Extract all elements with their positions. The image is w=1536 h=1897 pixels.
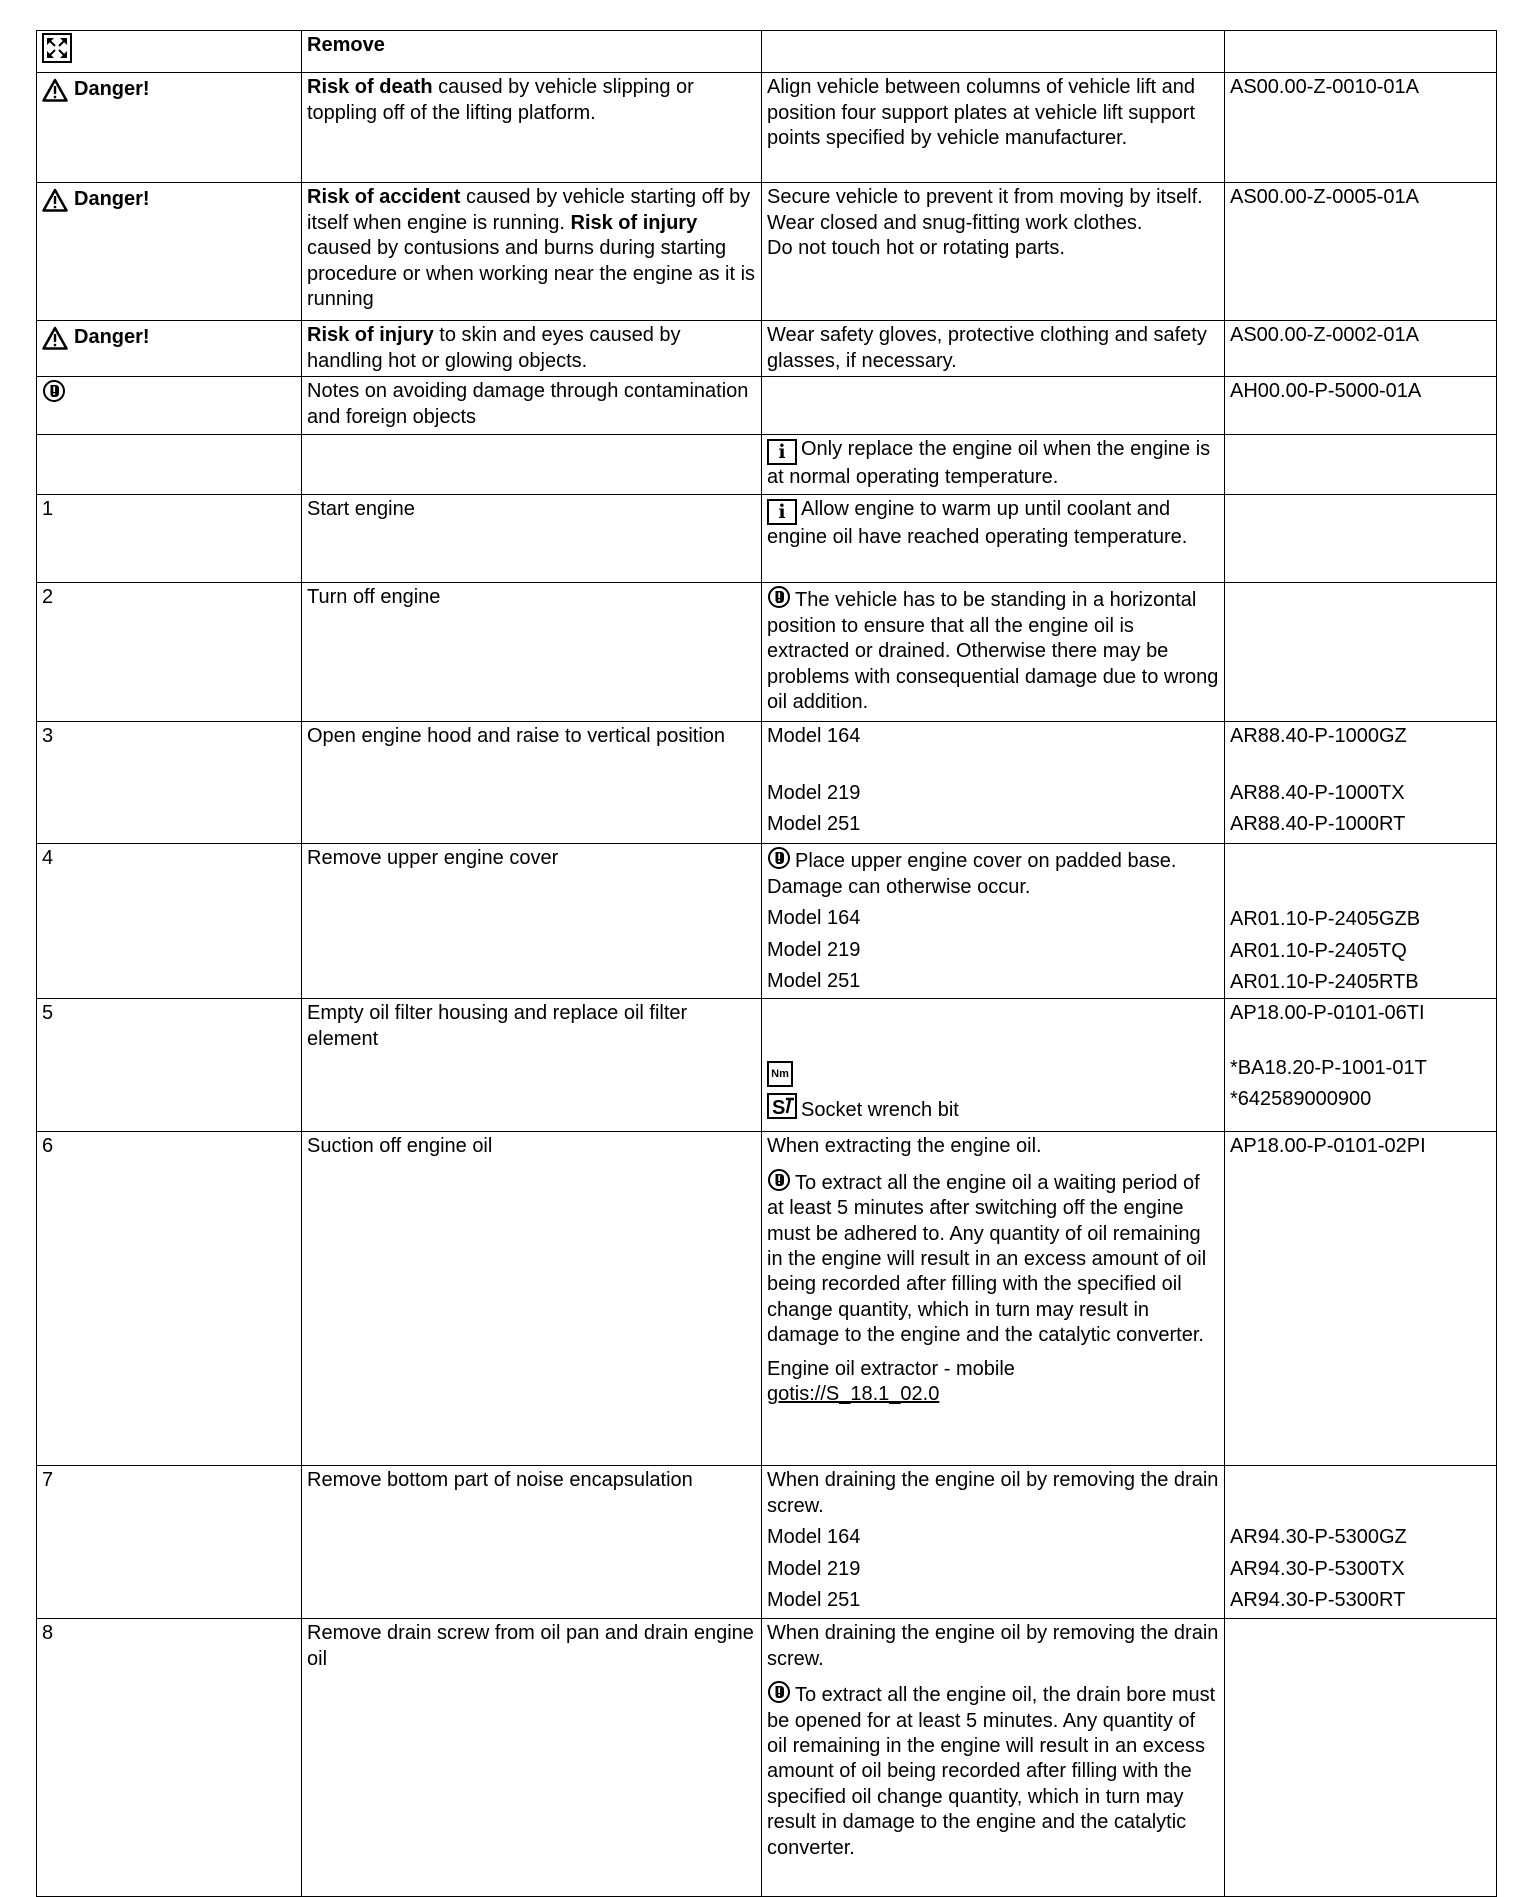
step-row bbox=[37, 583, 1497, 722]
header-icon-cell bbox=[37, 31, 302, 73]
reference-code: AR01.10-P-2405RTB bbox=[1230, 971, 1419, 994]
caution-icon bbox=[767, 585, 791, 609]
step-note: To extract all the engine oil a waiting period of at least 5 minutes after switching off the engine must be adhered to. Any quantity of oil remaining in the engine will result in an excess amount of oil being recorded after filling with the specified oil change quantity, which in turn may result in damage to the engine and the catalytic converter. bbox=[767, 1171, 1207, 1347]
model-label: Model 219 bbox=[767, 781, 861, 804]
tool-text: Socket wrench bit bbox=[801, 1099, 959, 1122]
reference-code: AP18.00-P-0101-06TI bbox=[1230, 1002, 1425, 1025]
step-note: The vehicle has to be standing in a horizontal position to ensure that all the engine oil is extracted or drained. Otherwise there may be problems with consequential damage due to wrong oil addition. bbox=[767, 589, 1219, 713]
step-task: Turn off engine bbox=[302, 583, 762, 722]
step-lead: When extracting the engine oil. bbox=[767, 1135, 1042, 1158]
model-label: Model 219 bbox=[767, 938, 861, 961]
step-row bbox=[37, 1466, 1497, 1619]
reference-code: AS00.00-Z-0010-01A bbox=[1225, 73, 1497, 183]
special-tool-icon bbox=[767, 1093, 797, 1119]
model-label: Model 164 bbox=[767, 907, 861, 930]
risk-text: Risk of injury to skin and eyes caused by handling hot or glowing objects. bbox=[302, 321, 762, 377]
tool-reference: *642589000900 bbox=[1230, 1088, 1372, 1111]
risk-text: Risk of accident caused by vehicle starting off by itself when engine is running. Risk of injury caused by contusions and burns during starting procedure or when working near the engine as it is running bbox=[302, 183, 762, 321]
action-text: Align vehicle between columns of vehicle lift and position four support plates at vehicle lift support points specified by vehicle manufacturer. bbox=[762, 73, 1225, 183]
step-number: 2 bbox=[37, 583, 302, 722]
action-text: Wear safety gloves, protective clothing and safety glasses, if necessary. bbox=[762, 321, 1225, 377]
step-lead: When draining the engine oil by removing the drain screw. bbox=[767, 1469, 1219, 1517]
step-number: 5 bbox=[37, 999, 302, 1132]
reference-code: AR94.30-P-5300TX bbox=[1230, 1557, 1405, 1580]
model-label: Model 251 bbox=[767, 969, 861, 992]
reference-code: AS00.00-Z-0002-01A bbox=[1225, 321, 1497, 377]
caution-icon bbox=[767, 846, 791, 870]
step-task: Remove bottom part of noise encapsulation bbox=[302, 1466, 762, 1619]
info-icon: i bbox=[767, 499, 797, 525]
reference-code: AR94.30-P-5300RT bbox=[1230, 1589, 1406, 1612]
danger-label: Danger! bbox=[74, 188, 150, 211]
step-task: Suction off engine oil bbox=[302, 1132, 762, 1466]
reference-code: AR94.30-P-5300GZ bbox=[1230, 1526, 1407, 1549]
danger-label: Danger! bbox=[74, 78, 150, 101]
step-task: Remove drain screw from oil pan and drain engine oil bbox=[302, 1619, 762, 1897]
warning-triangle-icon bbox=[42, 326, 68, 350]
section-title: Remove bbox=[302, 31, 762, 73]
step-lead: When draining the engine oil by removing the drain screw. bbox=[767, 1622, 1219, 1670]
step-number: 1 bbox=[37, 495, 302, 583]
reference-code: AR01.10-P-2405GZB bbox=[1230, 908, 1421, 931]
step-task: Start engine bbox=[302, 495, 762, 583]
step-task: Open engine hood and raise to vertical position bbox=[302, 722, 762, 844]
model-label: Model 219 bbox=[767, 1557, 861, 1580]
model-label: Model 164 bbox=[767, 725, 861, 748]
expand-icon bbox=[42, 33, 72, 63]
warning-triangle-icon bbox=[42, 78, 68, 102]
step-number: 8 bbox=[37, 1619, 302, 1897]
danger-row bbox=[37, 183, 1497, 321]
reference-code: AP18.00-P-0101-02PI bbox=[1225, 1132, 1497, 1466]
step-row bbox=[37, 844, 1497, 999]
info-row bbox=[37, 435, 1497, 495]
model-label: Model 164 bbox=[767, 1526, 861, 1549]
notes-row bbox=[37, 377, 1497, 435]
reference-code: AR88.40-P-1000GZ bbox=[1230, 725, 1407, 748]
risk-text: Risk of death caused by vehicle slipping or toppling off of the lifting platform. bbox=[302, 73, 762, 183]
torque-reference: *BA18.20-P-1001-01T bbox=[1230, 1056, 1427, 1079]
caution-icon bbox=[42, 379, 66, 403]
step-task: Empty oil filter housing and replace oil filter element bbox=[302, 999, 762, 1132]
torque-icon: Nm bbox=[767, 1061, 793, 1087]
reference-code: AR01.10-P-2405TQ bbox=[1230, 939, 1407, 962]
step-row bbox=[37, 1132, 1497, 1466]
caution-icon bbox=[767, 1168, 791, 1192]
step-number: 7 bbox=[37, 1466, 302, 1619]
tool-text: Engine oil extractor - mobile bbox=[767, 1357, 1015, 1380]
header-row bbox=[37, 31, 1497, 73]
step-note: To extract all the engine oil, the drain bore must be opened for at least 5 minutes. Any quantity of oil remaining in the engine will result in an excess amount of oil being recorded after filling with the specified oil change quantity, which in turn may result in damage to the engine and the catalytic converter. bbox=[767, 1684, 1216, 1859]
warning-triangle-icon bbox=[42, 188, 68, 212]
reference-code: AS00.00-Z-0005-01A bbox=[1225, 183, 1497, 321]
reference-code: AR88.40-P-1000TX bbox=[1230, 781, 1405, 804]
danger-label: Danger! bbox=[74, 326, 150, 349]
step-row bbox=[37, 999, 1497, 1132]
step-row bbox=[37, 722, 1497, 844]
step-note: Place upper engine cover on padded base. Damage can otherwise occur. bbox=[767, 850, 1177, 898]
danger-row bbox=[37, 73, 1497, 183]
reference-code: AR88.40-P-1000RT bbox=[1230, 813, 1406, 836]
step-number: 4 bbox=[37, 844, 302, 999]
step-number: 3 bbox=[37, 722, 302, 844]
step-number: 6 bbox=[37, 1132, 302, 1466]
model-label: Model 251 bbox=[767, 1588, 861, 1611]
procedure-table bbox=[36, 30, 1497, 1897]
step-note: Allow engine to warm up until coolant and engine oil have reached operating temperature. bbox=[767, 498, 1188, 549]
reference-code: AH00.00-P-5000-01A bbox=[1225, 377, 1497, 435]
notes-text: Notes on avoiding damage through contamination and foreign objects bbox=[302, 377, 762, 435]
action-text: Secure vehicle to prevent it from moving by itself. Wear closed and snug-fitting work clothes. Do not touch hot or rotating parts. bbox=[762, 183, 1225, 321]
step-row bbox=[37, 1619, 1497, 1897]
step-row bbox=[37, 495, 1497, 583]
svg-text:S: S bbox=[772, 1097, 786, 1120]
info-text: Only replace the engine oil when the engine is at normal operating temperature. bbox=[767, 438, 1211, 489]
step-task: Remove upper engine cover bbox=[302, 844, 762, 999]
danger-row bbox=[37, 321, 1497, 377]
document-link[interactable]: gotis://S_18.1_02.0 bbox=[767, 1382, 940, 1405]
info-icon: i bbox=[767, 439, 797, 465]
model-label: Model 251 bbox=[767, 813, 861, 836]
caution-icon bbox=[767, 1680, 791, 1704]
